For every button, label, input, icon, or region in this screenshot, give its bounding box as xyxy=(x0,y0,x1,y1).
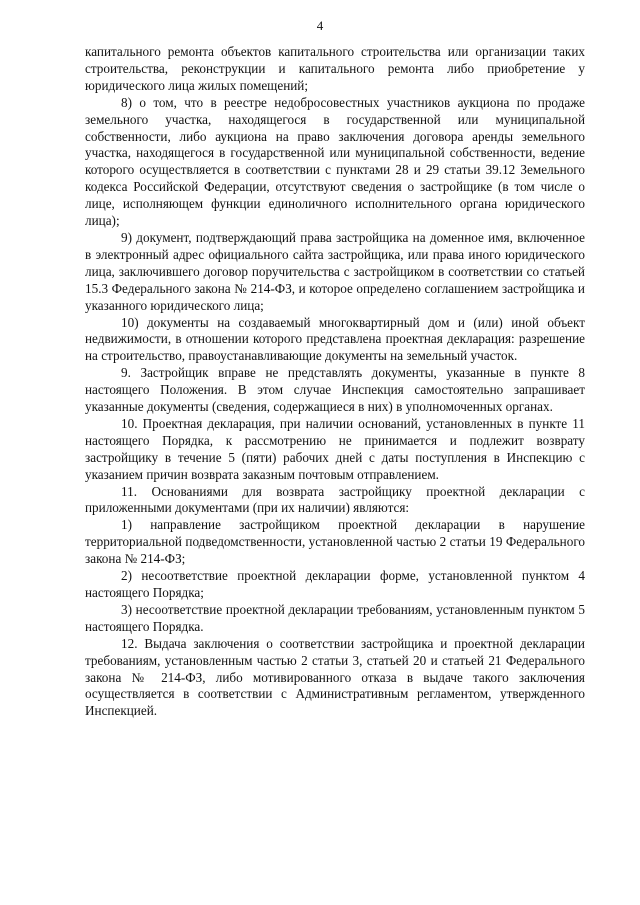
paragraph-item-9: 9) документ, подтверждающий права застройщика на доменное имя, включенное в электронный адрес официального сайта застройщика, или права иного юридического лица, заключившего договор поручительства с застройщиком в соответствии со статьей 15.3 Федерального закона № 214-ФЗ, и которое определено соглашением застройщика и указанного юридического лица; xyxy=(85,229,585,313)
paragraph-clause-10: 10. Проектная декларация, при наличии оснований, установленных в пункте 11 настоящего Порядка, к рассмотрению не принимается и подлежит возврату застройщику в течение 5 (пяти) рабочих дней с даты поступления в Инспекцию с указанием причин возврата заказным почтовым отправлением. xyxy=(85,415,585,482)
page-number: 4 xyxy=(316,18,324,33)
paragraph-clause-12: 12. Выдача заключения о соответствии застройщика и проектной декларации требованиям, установленным частью 2 статьи 3, статьей 20 и статьей 21 Федерального закона № 214-ФЗ, либо мотивированного отказа в выдаче такого заключения осуществляется в соответствии с Административным регламентом, утвержденного Инспекцией. xyxy=(85,635,585,719)
paragraph-subitem-2: 2) несоответствие проектной декларации форме, установленной пунктом 4 настоящего Порядка; xyxy=(85,568,585,600)
paragraph-clause-9: 9. Застройщик вправе не представлять документы, указанные в пункте 8 настоящего Положения. В этом случае Инспекция самостоятельно запрашивает указанные документы (сведения, содержащиеся в них) в уполномоченных органах. xyxy=(85,365,585,415)
paragraph-subitem-1: 1) направление застройщиком проектной декларации в нарушение территориальной подведомственности, установленной частью 2 статьи 19 Федерального закона № 214-ФЗ; xyxy=(85,517,585,567)
paragraph-item-8: 8) о том, что в реестре недобросовестных участников аукциона по продаже земельного участка, находящегося в государственной или муниципальной собственности, либо аукциона на право заключения договора аренды земельного участка, находящегося в государственной или муниципальной собственности, ведение которого осуществляется в соответствии с пунктами 28 и 29 статьи 39.12 Земельного кодекса Российской Федерации, отсутствуют сведения о застройщике (в том числе о лице, исполняющем функции единоличного исполнительного органа юридического лица); xyxy=(85,94,585,229)
paragraph-continuation: капитального ремонта объектов капитального строительства или организации таких строительства, реконструкции и капитального ремонта либо приобретение у юридического лица жилых помещений; xyxy=(85,44,585,93)
document-body xyxy=(85,44,585,720)
paragraph-item-10: 10) документы на создаваемый многоквартирный дом и (или) иной объект недвижимости, в отношении которого представлена проектная декларация: разрешение на строительство, правоустанавливающие документы на земельный участок. xyxy=(85,314,585,364)
paragraph-clause-11: 11. Основаниями для возврата застройщику проектной декларации с приложенными документами (при их наличии) являются: xyxy=(85,483,585,516)
paragraph-subitem-3: 3) несоответствие проектной декларации требованиям, установленным пунктом 5 настоящего Порядка. xyxy=(85,601,585,634)
